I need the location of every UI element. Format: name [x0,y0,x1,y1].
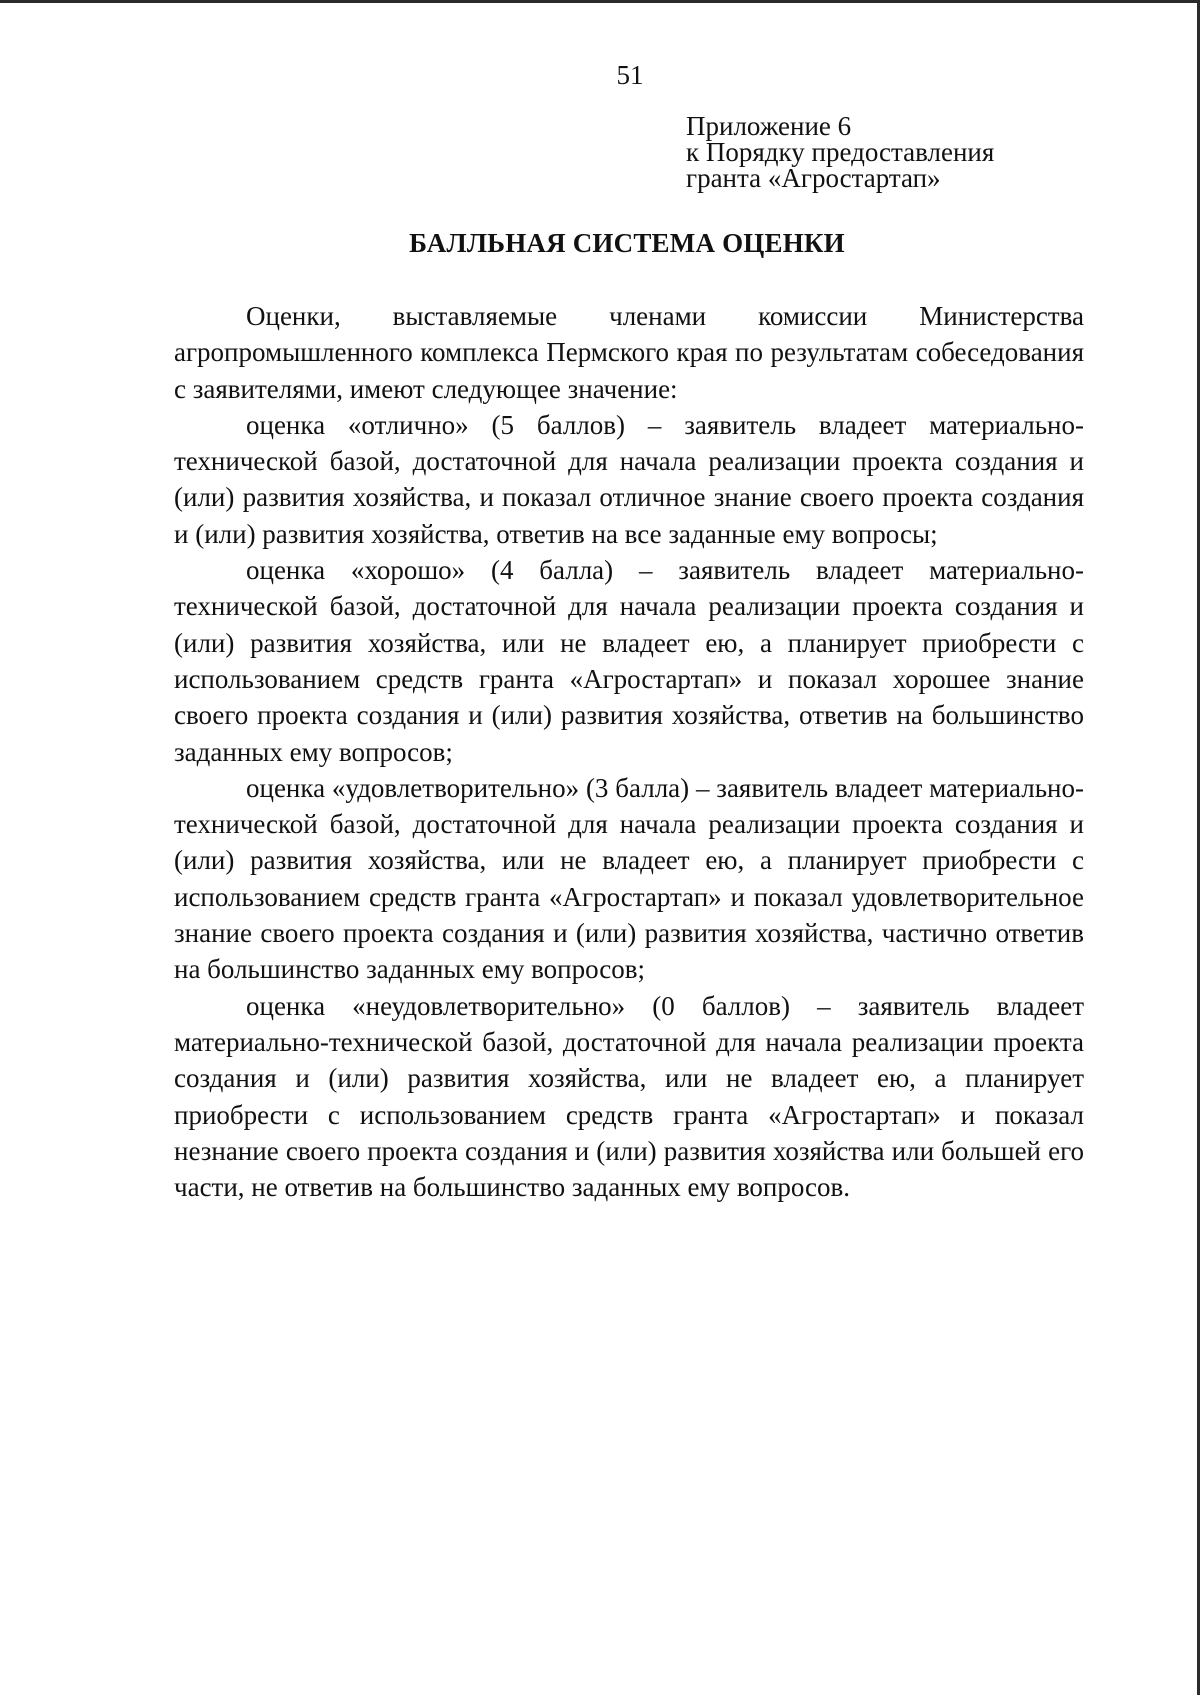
paragraph-good: оценка «хорошо» (4 балла) – заявитель владеет материально-технической базой, достаточной для начала реализации проекта создания и (или) развития хозяйства, или не владеет ею, а планирует приобрести с использованием средств гранта «Агростартап» и показал хорошее знание своего проекта создания и (или) развития хозяйства, ответив на большинство заданных ему вопросов; [174,555,1084,767]
document-title: БАЛЛЬНАЯ СИСТЕМА ОЦЕНКИ [409,228,845,258]
scan-edge-top [0,0,1200,3]
appendix-line-1: Приложение 6 [686,111,852,141]
page-number: 51 [616,60,644,90]
paragraph-satisfactory: оценка «удовлетворительно» (3 балла) – заявитель владеет материально-технической базой, достаточной для начала реализации проекта создания и (или) развития хозяйства, или не владеет ею, а планирует приобрести с использованием средств гранта «Агростартап» и показал удовлетворительное знание своего проекта создания и (или) развития хозяйства, частично ответив на большинство заданных ему вопросов; [174,772,1084,985]
paragraph-unsatisfactory: оценка «неудовлетворительно» (0 баллов) – заявитель владеет материально-технической базой, достаточной для начала реализации проекта создания и (или) развития хозяйства, или не владеет ею, а планирует приобрести с использованием средств гранта «Агростартап» и показал незнание своего проекта создания и (или) развития хозяйства или большей его части, не ответив на большинство заданных ему вопросов. [174,990,1084,1203]
appendix-line-2: к Порядку предоставления [686,137,995,167]
paragraph-excellent: оценка «отлично» (5 баллов) – заявитель владеет материально-технической базой, достаточной для начала реализации проекта создания и (или) развития хозяйства, и показал отличное знание своего проекта создания и (или) развития хозяйства, ответив на все заданные ему вопросы; [174,409,1084,549]
appendix-line-3: гранта «Агростартап» [686,163,941,193]
document-body [174,298,1084,1205]
appendix-reference [686,113,994,191]
paragraph-intro: Оценки, выставляемые членами комиссии Министерства агропромышленного комплекса Пермского края по результатам собеседования с заявителями, имеют следующее значение: [174,301,1084,404]
